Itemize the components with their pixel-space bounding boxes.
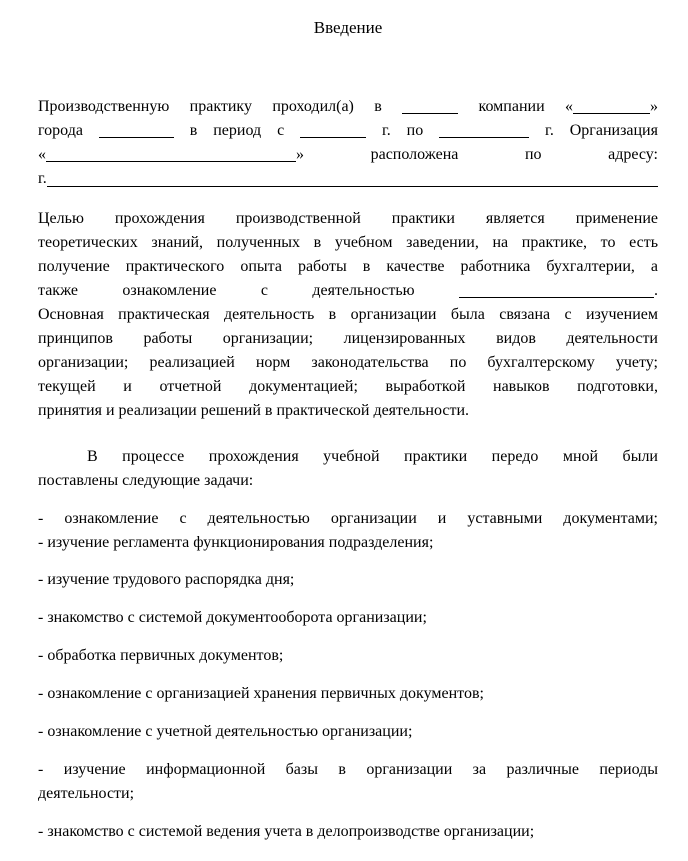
text-run: получение практического опыта работы в качестве работника бухгалтерии, а [38, 258, 658, 275]
text-run: компании « [458, 98, 574, 115]
text-run: Целью прохождения производственной практики является применение [38, 210, 658, 227]
text-line [38, 119, 658, 143]
text-run: - ознакомление с деятельностью организации и уставными документами; [38, 510, 658, 527]
text-run: - изучение регламента функционирования подразделения; [38, 534, 434, 551]
text-line [38, 720, 658, 744]
page-title: Введение [313, 18, 383, 37]
text-line [38, 445, 658, 469]
text-line [38, 327, 658, 351]
text-line [38, 682, 658, 706]
goal-paragraph [38, 207, 658, 423]
text-line [38, 231, 658, 255]
task-item-7 [38, 720, 658, 744]
text-run: деятельности; [38, 785, 135, 802]
text-line [38, 758, 658, 782]
text-line [38, 255, 658, 279]
task-item-5 [38, 644, 658, 668]
text-run: текущей и отчетной документацией; выработкой навыков подготовки, [38, 378, 658, 395]
text-run: Производственную практику проходил(а) в [38, 98, 403, 115]
text-run: г. по [366, 122, 440, 139]
text-run: г. Организация [529, 122, 658, 139]
blank-field [99, 135, 174, 138]
text-line [38, 820, 658, 844]
blank-field [46, 159, 296, 162]
text-line [38, 644, 658, 668]
text-line [38, 399, 658, 423]
text-run: поставлены следующие задачи: [38, 472, 254, 489]
text-run: - изучение информационной базы в организации за различные периоды [38, 761, 658, 778]
text-line [38, 143, 658, 167]
text-run: . [654, 282, 658, 299]
text-line [38, 351, 658, 375]
text-run: принятия и реализации решений в практической деятельности. [38, 402, 470, 419]
blank-field [573, 111, 650, 114]
document-body [38, 95, 658, 844]
blank-field [47, 186, 658, 187]
text-line [38, 782, 658, 806]
text-line [38, 303, 658, 327]
blank-field [402, 111, 458, 114]
blank-field [459, 295, 654, 298]
text-line [38, 207, 658, 231]
text-run: » [650, 98, 659, 115]
text-run: теоретических знаний, полученных в учебном заведении, на практике, то есть [38, 234, 658, 251]
text-run: организации; реализацией норм законодательства по бухгалтерскому учету; [38, 354, 658, 371]
blank-field [439, 135, 529, 138]
task-item-3 [38, 568, 658, 592]
task-item-9 [38, 820, 658, 844]
text-run: - ознакомление с организацией хранения первичных документов; [38, 685, 484, 702]
text-line [38, 167, 658, 191]
text-line [38, 469, 658, 493]
text-line [38, 507, 658, 531]
text-run: г. [38, 170, 47, 187]
task-item-4 [38, 606, 658, 630]
text-run: В процессе прохождения учебной практики передо мной были [87, 448, 658, 465]
text-run: Основная практическая деятельность в организации была связана с изучением [38, 306, 658, 323]
text-line [38, 279, 658, 303]
text-line [38, 375, 658, 399]
text-run: также ознакомление с деятельностью [38, 282, 459, 299]
text-run: » расположена по адресу: [296, 146, 658, 163]
blank-field [300, 135, 366, 138]
tasks-intro-paragraph [38, 445, 658, 493]
text-run: в период с [173, 122, 301, 139]
text-run: - изучение трудового распорядка дня; [38, 571, 295, 588]
task-item-6 [38, 682, 658, 706]
text-run: города [38, 122, 99, 139]
text-run: « [38, 146, 46, 163]
task-item-group-1 [38, 507, 658, 555]
opening-paragraph [38, 95, 658, 191]
text-run: - знакомство с системой ведения учета в делопроизводстве организации; [38, 823, 535, 840]
text-run: - обработка первичных документов; [38, 647, 284, 664]
text-run: принципов работы организации; лицензированных видов деятельности [38, 330, 658, 347]
text-line [38, 95, 658, 119]
task-item-8 [38, 758, 658, 806]
text-line [38, 568, 658, 592]
text-line [38, 606, 658, 630]
text-run: - знакомство с системой документооборота организации; [38, 609, 427, 626]
text-line [38, 531, 658, 555]
text-run: - ознакомление с учетной деятельностью организации; [38, 723, 413, 740]
